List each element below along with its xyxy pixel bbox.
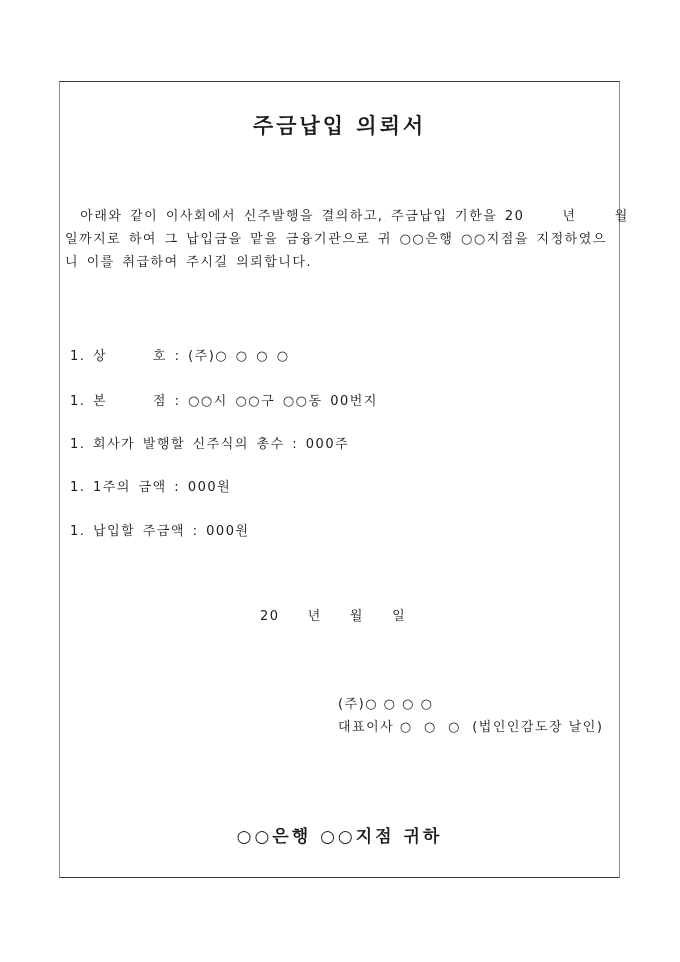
date-line: 20 년 월 일 bbox=[260, 609, 407, 624]
list-item-company-name: 1. 상 호 : (주)○ ○ ○ ○ bbox=[70, 349, 290, 364]
signature-company: (주)○ ○ ○ ○ bbox=[338, 697, 434, 712]
paragraph-line-2: 일까지로 하여 그 납입금을 맡을 금융기관으로 귀 ○○은행 ○○지점을 지정하였으 bbox=[65, 232, 607, 247]
body-paragraph bbox=[65, 205, 629, 274]
list-item-price-per-share: 1. 1주의 금액 : 000원 bbox=[70, 480, 232, 495]
list-item-head-office: 1. 본 점 : ○○시 ○○구 ○○동 00번지 bbox=[70, 394, 378, 409]
paragraph-line-1: 아래와 같이 이사회에서 신주발행을 결의하고, 주금납입 기한을 20 년 월 bbox=[65, 209, 629, 224]
signature-representative: 대표이사 ○ ○ ○ (법인인감도장 날인) bbox=[338, 720, 604, 735]
paragraph-line-3: 니 이를 취급하여 주시길 의뢰합니다. bbox=[65, 255, 313, 270]
list-item-total-new-shares: 1. 회사가 발행할 신주식의 총수 : 000주 bbox=[70, 437, 350, 452]
document-title: 주금납입 의뢰서 bbox=[252, 114, 427, 138]
page-border bbox=[59, 81, 629, 878]
list-item-payment-amount: 1. 납입할 주금액 : 000원 bbox=[70, 524, 250, 539]
recipient-line: ○○은행 ○○지점 귀하 bbox=[236, 827, 443, 847]
